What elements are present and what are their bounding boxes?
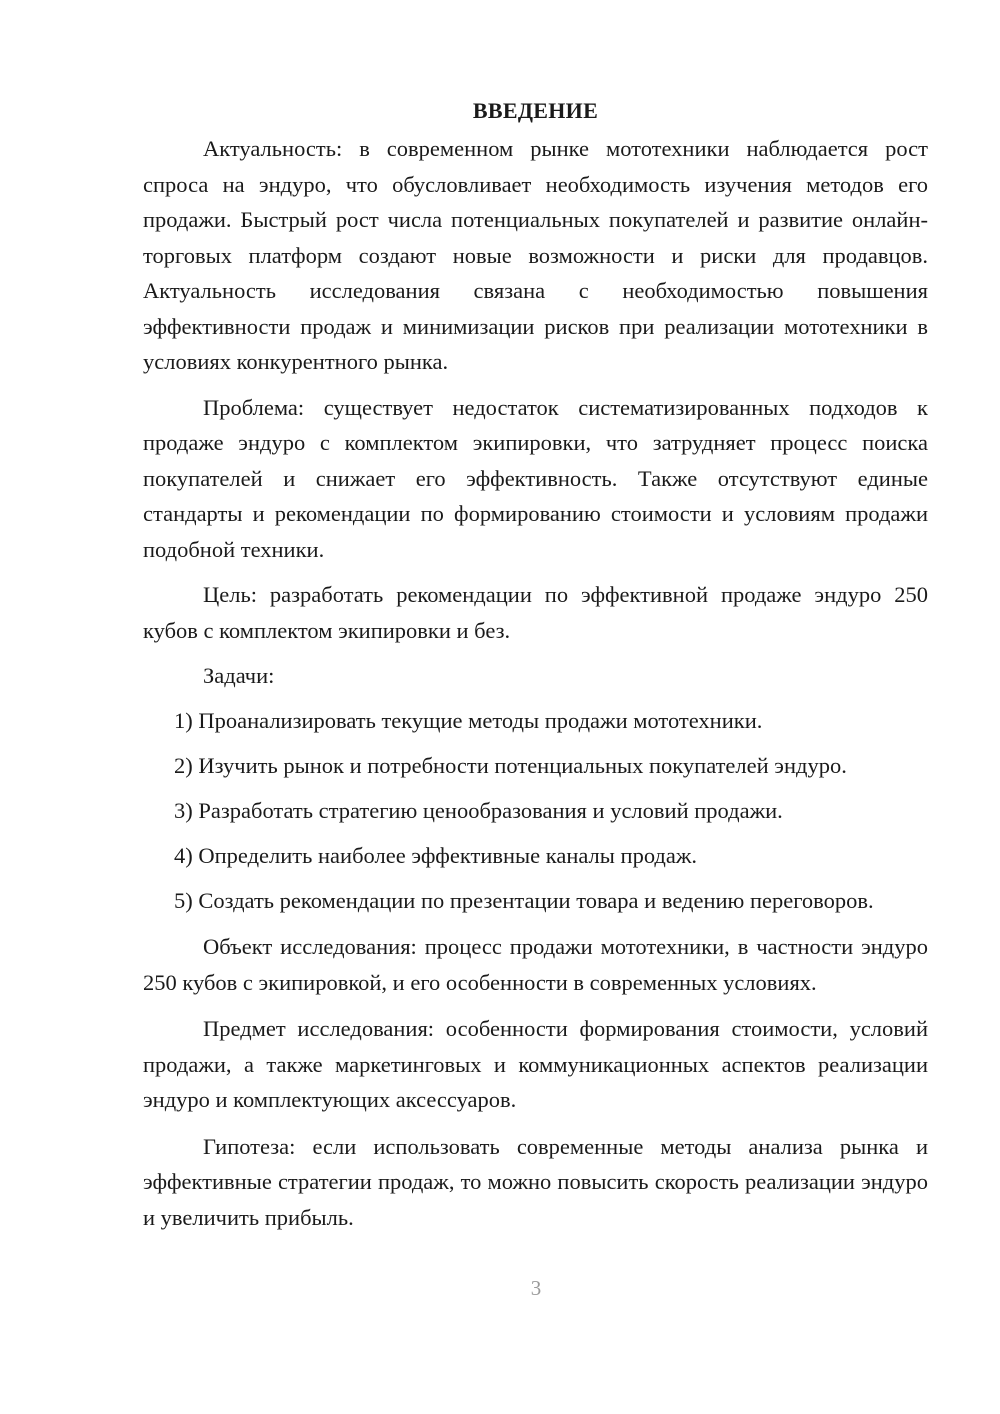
task-item-3: 3) Разработать стратегию ценообразования и условий продажи. (174, 797, 783, 823)
document-body (143, 94, 928, 1235)
section-title: ВВЕДЕНИЕ (472, 98, 599, 123)
task-item-1: 1) Проанализировать текущие методы продажи мототехники. (174, 707, 763, 733)
task-item-4: 4) Определить наиболее эффективные каналы продаж. (174, 842, 698, 868)
paragraph-problem: Проблема: существует недостаток систематизированных подходов к продаже эндуро с комплектом экипировки, что затрудняет процесс поиска покупателей и снижает его эффективность. Также отсутствуют единые стандарты и рекомендации по формированию стоимости и условиям продажи подобной техники. (143, 394, 928, 562)
tasks-list (143, 703, 928, 919)
paragraph-hypothesis: Гипотеза: если использовать современные методы анализа рынка и эффективные стратегии продаж, то можно повысить скорость реализации эндуро и увеличить прибыль. (143, 1133, 928, 1230)
paragraph-relevance: Актуальность: в современном рынке мототехники наблюдается рост спроса на эндуро, что обусловливает необходимость изучения методов его продажи. Быстрый рост числа потенциальных покупателей и развитие онлайн-торговых платформ создают новые возможности и риски для продавцов. Актуальность исследования связана с необходимостью повышения эффективности продаж и минимизации рисков при реализации мототехники в условиях конкурентного рынка. (143, 136, 928, 374)
task-item-2: 2) Изучить рынок и потребности потенциальных покупателей эндуро. (174, 752, 847, 778)
task-item-5: 5) Создать рекомендации по презентации товара и ведению переговоров. (174, 887, 874, 913)
page-number: 3 (530, 1276, 542, 1300)
paragraph-object: Объект исследования: процесс продажи мототехники, в частности эндуро 250 кубов с экипировкой, и его особенности в современных условиях. (143, 934, 928, 995)
paragraph-subject: Предмет исследования: особенности формирования стоимости, условий продажи, а также маркетинговых и коммуникационных аспектов реализации эндуро и комплектующих аксессуаров. (143, 1016, 928, 1113)
tasks-heading: Задачи: (203, 663, 275, 688)
paragraph-goal: Цель: разработать рекомендации по эффективной продаже эндуро 250 кубов с комплектом экипировки и без. (143, 582, 928, 643)
